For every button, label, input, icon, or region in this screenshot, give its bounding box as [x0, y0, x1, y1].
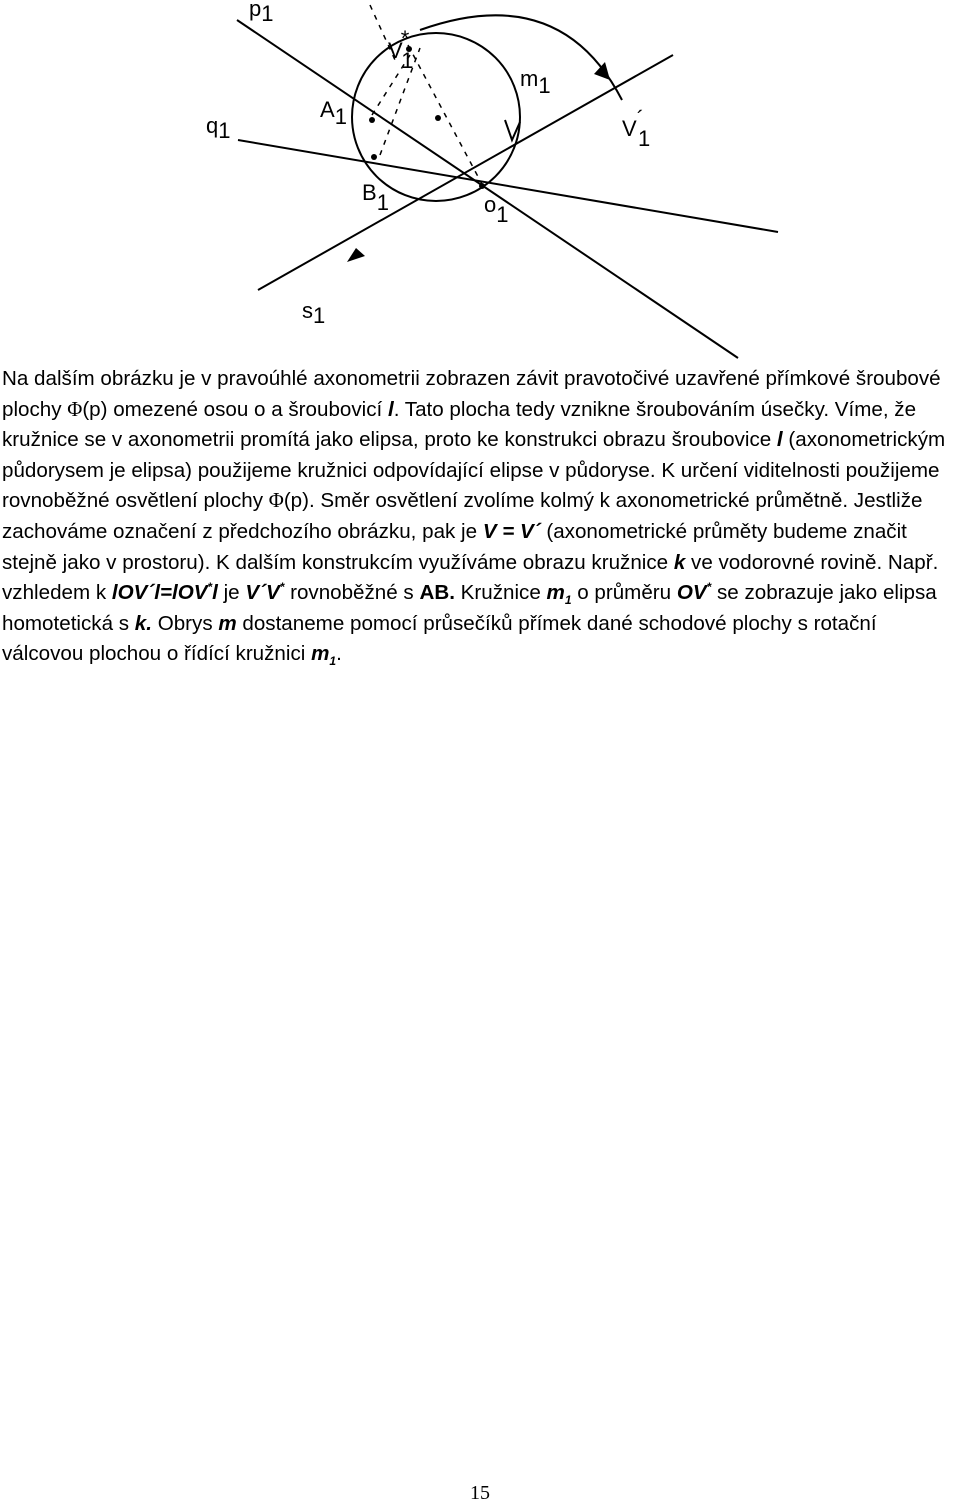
label-p1: p1: [249, 0, 274, 26]
line-s1: [258, 55, 673, 290]
label-o1: o1: [484, 192, 509, 227]
label-vprime: V´ 1: [622, 106, 651, 151]
point-mid: [435, 115, 441, 121]
label-s1: s1: [302, 298, 326, 328]
label-b1: B1: [362, 180, 389, 215]
point-o1: [479, 183, 485, 189]
body-paragraph: Na dalším obrázku je v pravoúhlé axonometrii zobrazen závit pravotočivé uzavřené přímkové šroubové plochy Φ(p) omezené osou o a šroubovicí l. Tato plocha tedy vznikne šroubováním úsečky. Víme, že kružnice se v axonometrii promítá jako elipsa, proto ke konstrukci obrazu šroubovice l (axonometrickým půdorysem je elipsa) použijeme kružnici odpovídající elipse v půdoryse. K určení viditelnosti použijeme rovnoběžné osvětlení plochy Φ(p). Směr osvětlení zvolíme kolmý k axonometrické průmětně. Jestliže zachováme označení z předchozího obrázku, pak je V = V´ (axonometrické průměty budeme značit stejně jako v prostoru). K dalším konstrukcím využíváme obrazu kružnice k ve vodorovné rovině. Např. vzhledem k lOV´l=lOV*l je V´V* rovnoběžné s AB. Kružnice $m_1$ o průměru OV* se zobrazuje jako elipsa homotetická s k. Obrys m dostaneme pomocí průsečíků přímek dané schodové plochy s rotační válcovou plochou o řídící kružnici $m_1$.: [2, 367, 946, 669]
label-vstar: V* 1: [388, 26, 414, 73]
point-a1: [369, 117, 375, 123]
point-b1: [371, 154, 377, 160]
label-a1: A1: [320, 97, 347, 129]
geometry-figure: [0, 0, 960, 360]
page-number: 15: [470, 1482, 490, 1504]
dashed-line-o-vstar: [408, 45, 483, 186]
s1-arrowhead: [347, 248, 365, 262]
label-q1: q1: [206, 113, 231, 143]
arc-arrowhead: [594, 62, 610, 80]
label-m1: m1: [520, 66, 551, 98]
